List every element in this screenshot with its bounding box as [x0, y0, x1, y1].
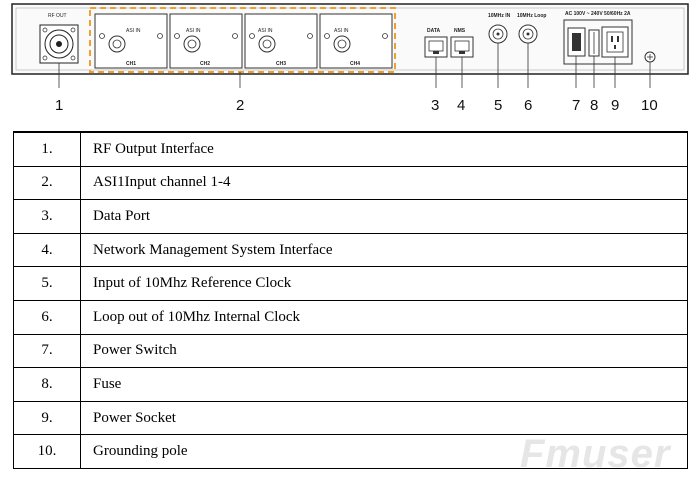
channel-label: CH2 [200, 61, 211, 67]
rear-panel-diagram [0, 0, 700, 125]
legend-number: 3. [14, 200, 81, 234]
legend-row [14, 300, 688, 334]
legend-row [14, 368, 688, 402]
callout-8: 8 [590, 97, 599, 114]
data-port-icon [425, 37, 447, 57]
callout-7: 7 [572, 97, 581, 114]
rf-out-label: RF OUT [48, 13, 67, 19]
legend-number: 8. [14, 368, 81, 402]
nms-port-icon [451, 37, 473, 57]
ref-in-label: 10MHz IN [488, 13, 511, 19]
channel-label: CH1 [126, 61, 137, 67]
data-port-label: DATA [427, 28, 441, 34]
asi-in-label: ASI IN [258, 28, 273, 34]
legend-row [14, 401, 688, 435]
legend-number: 4. [14, 233, 81, 267]
rf-output-connector-icon [40, 25, 78, 63]
legend-number: 9. [14, 401, 81, 435]
asi-bnc-connector-icon [184, 36, 200, 52]
legend-row [14, 132, 688, 166]
asi-in-label: ASI IN [186, 28, 201, 34]
loop-out-bnc-icon [519, 25, 537, 43]
ref-in-bnc-icon [489, 25, 507, 43]
legend-description: Grounding pole [81, 435, 688, 469]
legend-row [14, 200, 688, 234]
power-socket-icon [602, 27, 628, 57]
legend-description: Loop out of 10Mhz Internal Clock [81, 300, 688, 334]
asi-bnc-connector-icon [109, 36, 125, 52]
legend-number: 10. [14, 435, 81, 469]
asi-module-4 [320, 14, 392, 68]
fuse-icon [589, 30, 599, 56]
callout-9: 9 [611, 97, 620, 114]
legend-description: Power Switch [81, 334, 688, 368]
legend-row [14, 233, 688, 267]
legend-table [13, 131, 688, 469]
legend-number: 7. [14, 334, 81, 368]
channel-label: CH4 [350, 61, 361, 67]
asi-bnc-connector-icon [334, 36, 350, 52]
nms-port-label: NMS [454, 28, 466, 34]
callout-6: 6 [524, 97, 533, 114]
callout-1: 1 [55, 97, 64, 114]
channel-label: CH3 [276, 61, 287, 67]
legend-number: 2. [14, 166, 81, 200]
legend-number: 1. [14, 132, 81, 166]
legend-description: Network Management System Interface [81, 233, 688, 267]
power-rating-label: AC 100V ~ 240V 50/60Hz 2A [565, 11, 631, 17]
callout-5: 5 [494, 97, 503, 114]
legend-row [14, 267, 688, 301]
legend-description: Power Socket [81, 401, 688, 435]
legend-description: Data Port [81, 200, 688, 234]
callout-10: 10 [641, 97, 658, 114]
legend-row [14, 166, 688, 200]
legend-number: 6. [14, 300, 81, 334]
legend-description: Input of 10Mhz Reference Clock [81, 267, 688, 301]
brand-watermark: Fmuser [520, 432, 671, 476]
asi-module-3 [245, 14, 317, 68]
legend-description: Fuse [81, 368, 688, 402]
asi-module-1 [95, 14, 167, 68]
legend-number: 5. [14, 267, 81, 301]
asi-in-label: ASI IN [126, 28, 141, 34]
grounding-pole-icon [645, 52, 655, 62]
asi-in-label: ASI IN [334, 28, 349, 34]
asi-module-2 [170, 14, 242, 68]
callout-2: 2 [236, 97, 245, 114]
asi-bnc-connector-icon [259, 36, 275, 52]
legend-description: RF Output Interface [81, 132, 688, 166]
power-switch-icon [568, 28, 585, 56]
callout-4: 4 [457, 97, 466, 114]
legend-description: ASI1Input channel 1-4 [81, 166, 688, 200]
legend-row [14, 334, 688, 368]
loop-label: 10MHz Loop [517, 13, 547, 19]
callout-3: 3 [431, 97, 440, 114]
